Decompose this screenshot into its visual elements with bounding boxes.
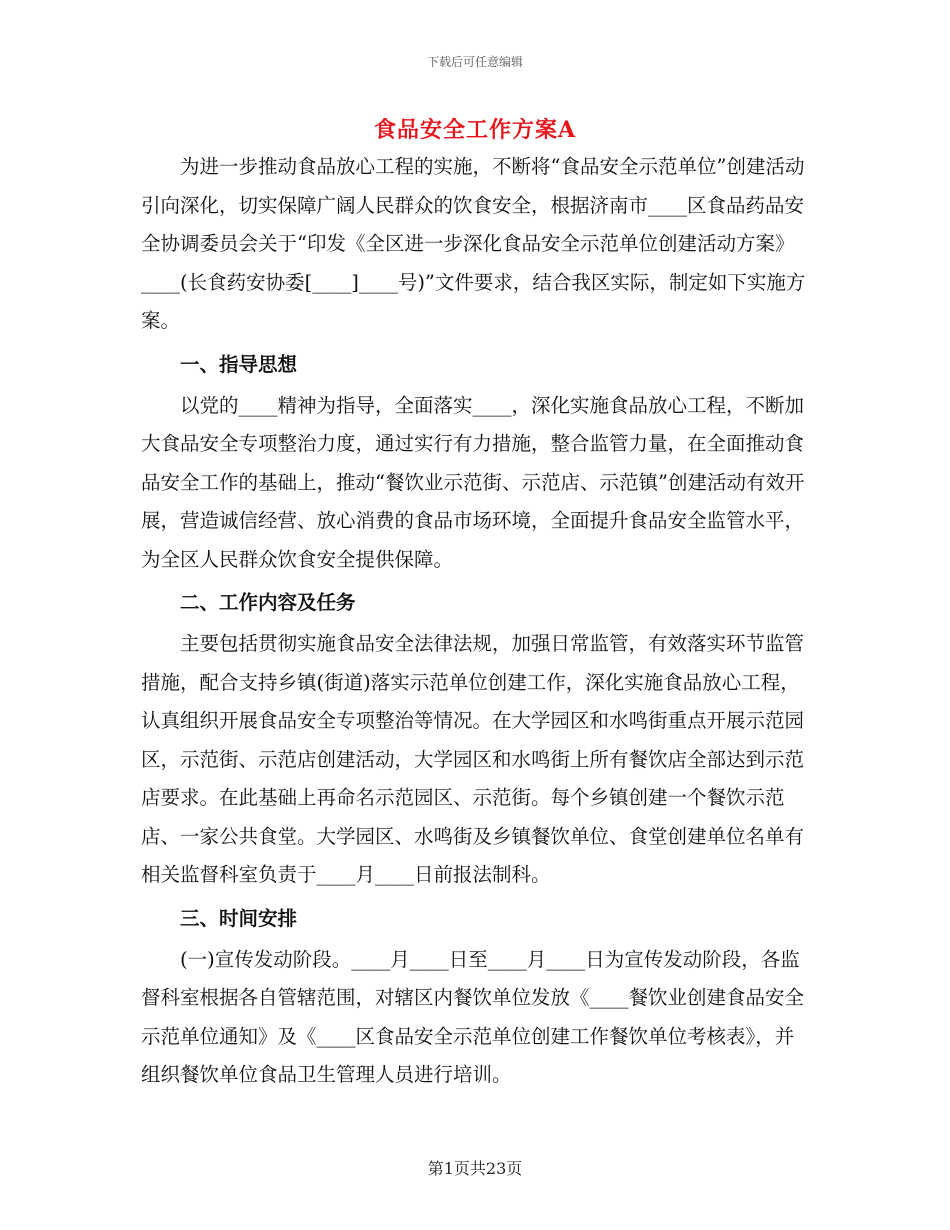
document-title: 食品安全工作方案A [373,117,577,143]
schedule-paragraph: (一)宣传发动阶段。____月____日至____月____日为宣传发动阶段，各监督科室根据各自管辖范围，对辖区内餐饮单位发放《____餐饮业创建食品安全示范单位通知》及《____区食品安全示范单位创建工作餐饮单位考核表》，并组织餐饮单位食品卫生管理人员进行培训。 [141,947,805,1086]
section-heading-tasks: 二、工作内容及任务 [180,591,356,614]
intro-paragraph: 为进一步推动食品放心工程的实施，不断将“食品安全示范单位”创建活动引向深化，切实保障广阔人民群众的饮食安全，根据济南市____区食品药品安全协调委员会关于“印发《全区进一步深化食品安全示范单位创建活动方案》____(长食药安协委[____]____号)”文件要求，结合我区实际，制定如下实施方案。 [141,155,806,332]
document-body [141,148,811,1095]
section-heading-guiding: 一、指导思想 [180,352,298,376]
page-number: 第1页共23页 [427,1159,523,1178]
header-note: 下载后可任意编辑 [426,55,523,69]
guiding-paragraph: 以党的____精神为指导，全面落实____，深化实施食品放心工程，不断加大食品安全专项整治力度，通过实行有力措施，整合监管力量，在全面推动食品安全工作的基础上，推动“餐饮业示范街、示范店、示范镇”创建活动有效开展，营造诚信经营、放心消费的食品市场环境，全面提升食品安全监管水平，为全区人民群众饮食安全提供保障。 [141,393,805,571]
tasks-paragraph: 主要包括贯彻实施食品安全法律法规，加强日常监管，有效落实环节监管措施，配合支持乡镇(街道)落实示范单位创建工作，深化实施食品放心工程，认真组织开展食品安全专项整治等情况。在大学园区和水鸣街重点开展示范园区，示范街、示范店创建活动，大学园区和水鸣街上所有餐饮店全部达到示范店要求。在此基础上再命名示范园区、示范街。每个乡镇创建一个餐饮示范店、一家公共食堂。大学园区、水鸣街及乡镇餐饮单位、食堂创建单位名单有相关监督科室负责于____月____日前报法制科。 [141,632,805,886]
section-heading-schedule: 三、时间安排 [180,906,298,930]
